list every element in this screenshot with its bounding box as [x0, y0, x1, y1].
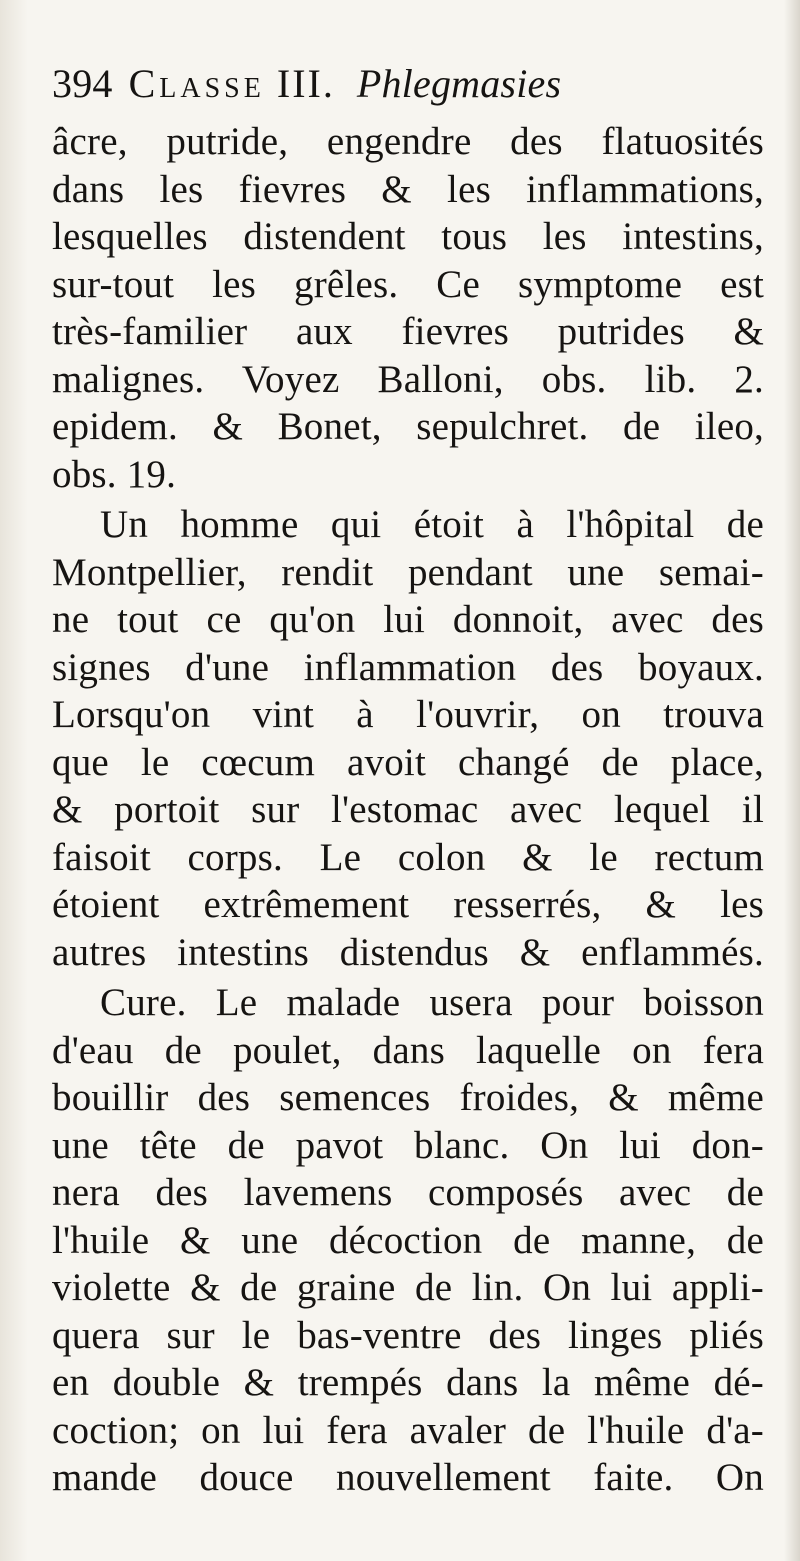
text-line: l'huile & une décoction de manne, de — [52, 1218, 764, 1262]
text-line: en double & trempés dans la même dé- — [52, 1361, 764, 1404]
text-line: Cure. Le malade usera pour boisson — [100, 981, 764, 1024]
text-line: dans les fievres & les inflammations, — [52, 167, 764, 211]
paragraph-cure — [52, 979, 764, 1502]
text-line: une tête de pavot blanc. On lui don- — [52, 1123, 764, 1167]
text-line: signes d'une inflammation des boyaux. — [52, 645, 764, 689]
text-line: faisoit corps. Le colon & le rectum — [52, 835, 764, 879]
text-line: Montpellier, rendit pendant une semai- — [52, 550, 764, 594]
page-number: 394 — [52, 61, 113, 106]
text-line: que le cœcum avoit changé de place, — [52, 740, 764, 784]
running-header — [52, 60, 764, 118]
text-line: très-familier aux fievres putrides & — [52, 310, 764, 353]
text-line: & portoit sur l'estomac avec lequel il — [52, 788, 764, 831]
text-line: mande douce nouvellement faite. On — [52, 1456, 764, 1499]
text-line: ne tout ce qu'on lui donnoit, avec des — [52, 598, 764, 641]
text-line: d'eau de poulet, dans laquelle on fera — [52, 1028, 764, 1072]
text-line: Lorsqu'on vint à l'ouvrir, on trouva — [52, 693, 764, 736]
text-line: epidem. & Bonet, sepulchret. de ileo, — [52, 405, 764, 448]
text-line: nera des lavemens composés avec de — [52, 1171, 764, 1214]
text-line: coction; on lui fera avaler de l'huile d'a- — [52, 1408, 764, 1452]
paragraph-continuation — [52, 118, 764, 498]
text-line: autres intestins distendus & enflammés. — [52, 930, 764, 974]
running-head: Phlegmasies — [356, 61, 562, 106]
text-line: bouillir des semences froides, & même — [52, 1076, 764, 1119]
text-line: étoient extrêmement resserrés, & les — [52, 883, 764, 926]
text-line: Un homme qui étoit à l'hôpital de — [100, 503, 764, 546]
text-line: malignes. Voyez Balloni, obs. lib. 2. — [52, 357, 764, 401]
text-line: quera sur le bas-ventre des linges pliés — [52, 1313, 764, 1357]
text-line: violette & de graine de lin. On lui appli- — [52, 1266, 764, 1309]
class-numeral: III. — [276, 61, 335, 106]
text-line: lesquelles distendent tous les intestins, — [52, 215, 764, 258]
class-title: Classe — [128, 61, 265, 106]
page-text — [52, 60, 764, 1502]
text-line: obs. 19. — [52, 452, 177, 496]
text-line: sur-tout les grêles. Ce symptome est — [52, 262, 764, 306]
text-line: âcre, putride, engendre des flatuosités — [52, 120, 764, 163]
paragraph-case — [52, 501, 764, 976]
